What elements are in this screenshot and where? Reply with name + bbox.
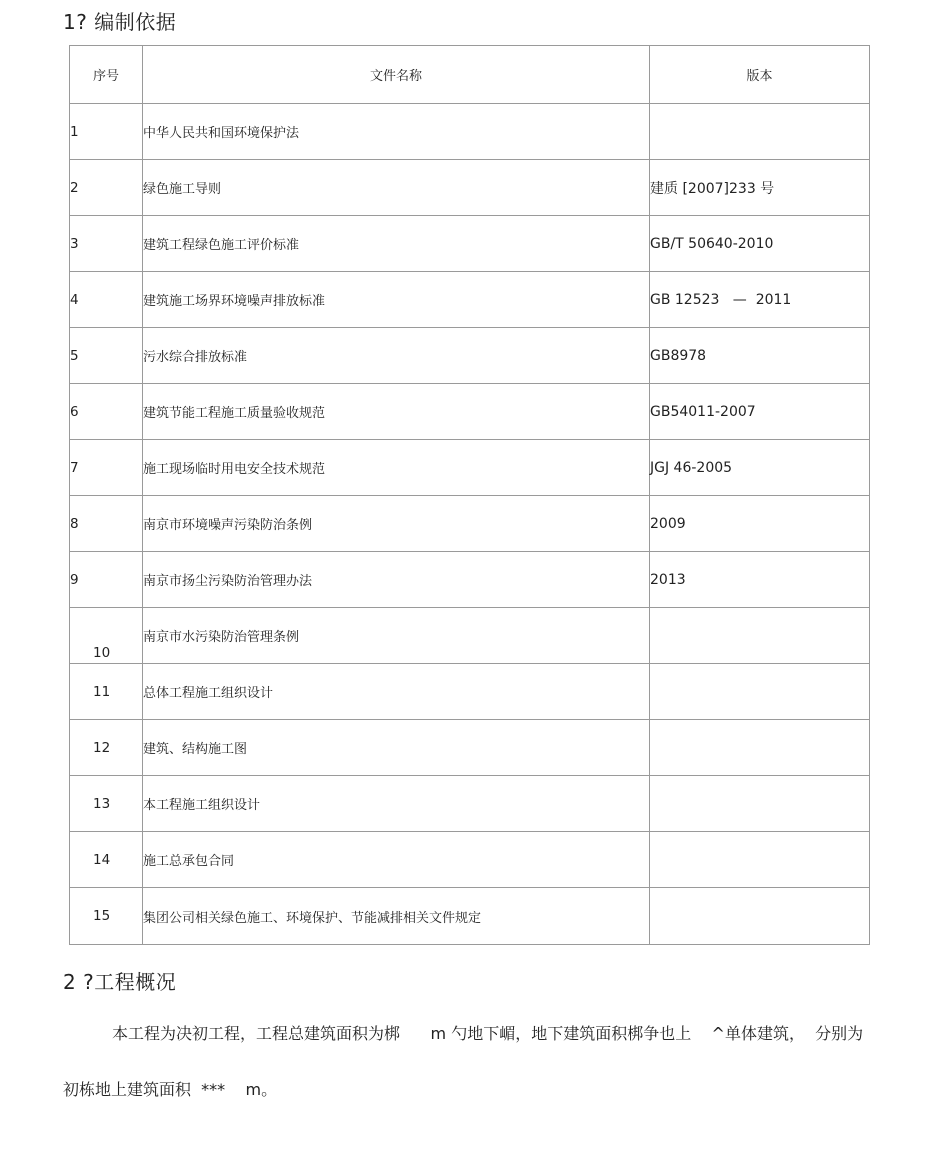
row-no: 7 <box>70 440 143 496</box>
row-version: JGJ 46-2005 <box>650 440 870 496</box>
row-no: 12 <box>70 720 143 776</box>
row-name: 南京市环境噪声污染防治条例 <box>143 496 650 552</box>
row-name: 本工程施工组织设计 <box>143 776 650 832</box>
row-no: 6 <box>70 384 143 440</box>
row-version <box>650 664 870 720</box>
table-row <box>70 496 870 552</box>
row-no: 2 <box>70 160 143 216</box>
row-version: GB8978 <box>650 328 870 384</box>
row-name: 建筑工程绿色施工评价标准 <box>143 216 650 272</box>
header-version: 版本 <box>650 46 870 104</box>
row-version: 2013 <box>650 552 870 608</box>
row-name: 南京市水污染防治管理条例 <box>143 608 650 664</box>
table-row <box>70 384 870 440</box>
row-name: 总体工程施工组织设计 <box>143 664 650 720</box>
table-row <box>70 440 870 496</box>
table-row <box>70 832 870 888</box>
row-name: 建筑、结构施工图 <box>143 720 650 776</box>
row-no: 13 <box>70 776 143 832</box>
row-name: 施工现场临时用电安全技术规范 <box>143 440 650 496</box>
table-row <box>70 272 870 328</box>
row-no: 11 <box>70 664 143 720</box>
table-row <box>70 720 870 776</box>
row-version: GB54011-2007 <box>650 384 870 440</box>
row-no: 14 <box>70 832 143 888</box>
table-row <box>70 328 870 384</box>
row-version <box>650 608 870 664</box>
row-no: 9 <box>70 552 143 608</box>
table-row <box>70 216 870 272</box>
table-row <box>70 888 870 945</box>
row-version <box>650 832 870 888</box>
row-version <box>650 720 870 776</box>
row-version: GB/T 50640-2010 <box>650 216 870 272</box>
row-name: 建筑施工场界环境噪声排放标准 <box>143 272 650 328</box>
row-version <box>650 104 870 160</box>
row-no-text: 10 <box>93 645 111 661</box>
table-row <box>70 104 870 160</box>
row-no: 3 <box>70 216 143 272</box>
row-version: GB 12523 — 2011 <box>650 272 870 328</box>
row-no: 8 <box>70 496 143 552</box>
header-no: 序号 <box>70 46 143 104</box>
row-version <box>650 888 870 945</box>
table-row <box>70 776 870 832</box>
row-no <box>70 608 143 664</box>
row-no: 15 <box>70 888 143 945</box>
row-name: 污水综合排放标准 <box>143 328 650 384</box>
row-name: 绿色施工导则 <box>143 160 650 216</box>
overview-paragraph-line-1: 本工程为决初工程，工程总建筑面积为梆 m 勺地下嵋，地下建筑面积梆争也上 ^单体建筑， 分别为 <box>112 1024 864 1043</box>
row-name: 集团公司相关绿色施工、环境保护、节能减排相关文件规定 <box>143 888 650 945</box>
section-2-heading: 2 ?工程概况 <box>63 970 177 994</box>
overview-paragraph-line-2: 初栋地上建筑面积 *** m。 <box>63 1080 278 1099</box>
row-no: 1 <box>70 104 143 160</box>
table-header-row <box>70 46 870 104</box>
header-name: 文件名称 <box>143 46 650 104</box>
table-row <box>70 160 870 216</box>
table-row <box>70 664 870 720</box>
table-row <box>70 552 870 608</box>
row-no: 5 <box>70 328 143 384</box>
row-name: 建筑节能工程施工质量验收规范 <box>143 384 650 440</box>
row-name: 中华人民共和国环境保护法 <box>143 104 650 160</box>
row-name: 南京市扬尘污染防治管理办法 <box>143 552 650 608</box>
compilation-basis-table <box>69 45 870 945</box>
table-row <box>70 608 870 664</box>
section-1-heading: 1? 编制依据 <box>63 10 177 34</box>
row-no: 4 <box>70 272 143 328</box>
row-version: 建质 [2007]233 号 <box>650 160 870 216</box>
row-version <box>650 776 870 832</box>
row-name: 施工总承包合同 <box>143 832 650 888</box>
row-version: 2009 <box>650 496 870 552</box>
